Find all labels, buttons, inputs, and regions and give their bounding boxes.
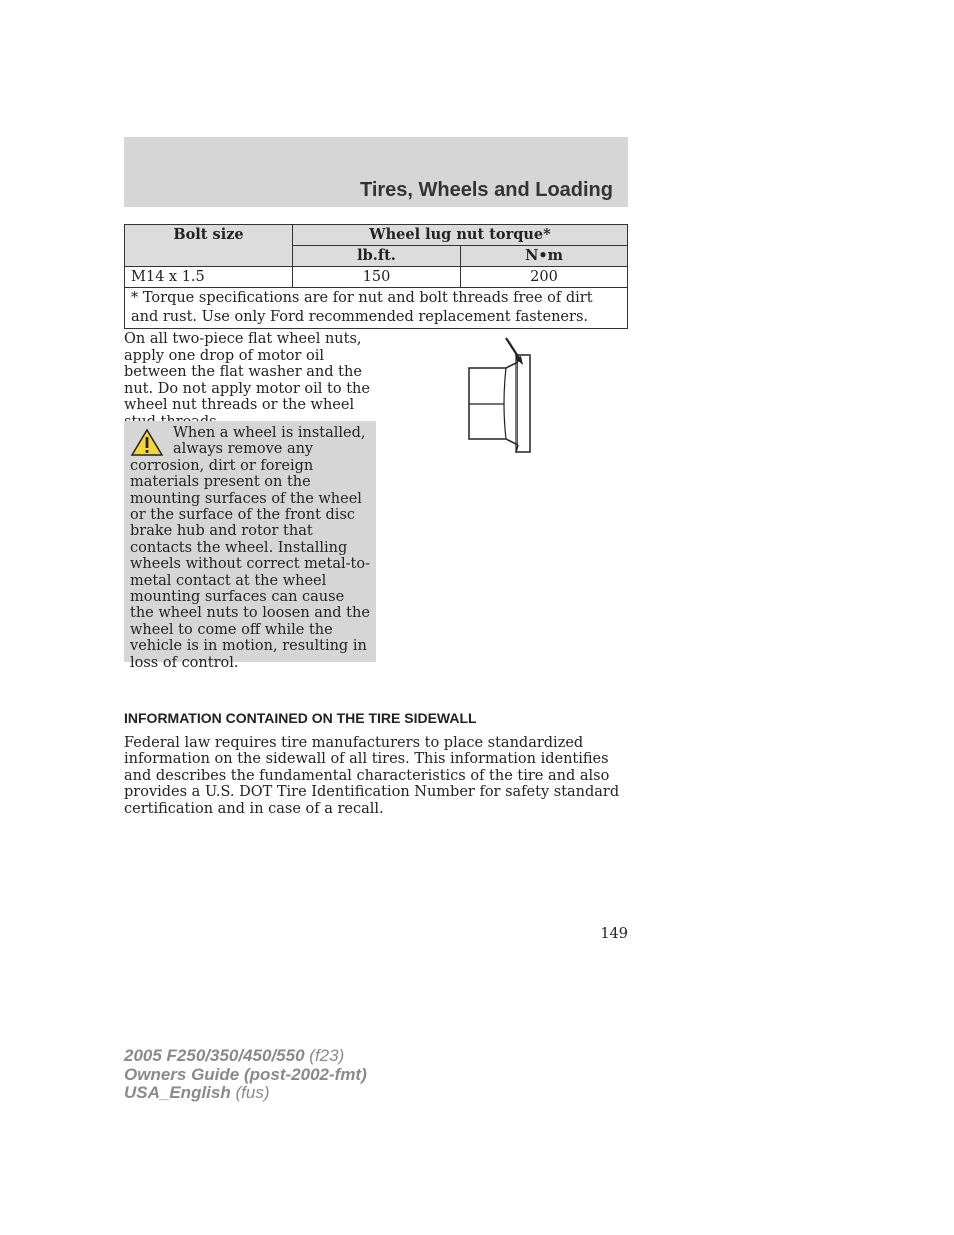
page-number: 149: [600, 926, 628, 942]
table-footnote-row: [125, 288, 628, 329]
footer-guide: Owners Guide (post-2002-fmt): [124, 1064, 367, 1084]
table-footnote: * Torque specifications are for nut and bolt threads free of dirt and rust. Use only Ford recommended replacement fasteners.: [125, 288, 628, 329]
table-row: [125, 267, 628, 288]
footer-model-code: (f23): [309, 1046, 345, 1065]
section-title: Tires, Wheels and Loading: [359, 179, 613, 201]
bolt-size-header: Bolt size: [125, 225, 293, 267]
table-header-row: [125, 225, 628, 246]
footer-language-code: (fus): [235, 1083, 270, 1102]
section-body: Federal law requires tire manufacturers to place standardized information on the sidewall of all tires. This information identifies and describes the fundamental characteristics of the tire and also provides a U.S. DOT Tire Identification Number for safety standard certification and in case of a recall.: [124, 735, 620, 817]
torque-header: Wheel lug nut torque*: [293, 225, 628, 246]
nm-cell: 200: [461, 267, 628, 288]
warning-text: When a wheel is installed, always remove any corrosion, dirt or foreign materials present on the mounting surfaces of the wheel or the surface of the front disc brake hub and rotor that contacts the wheel. Installing wheels without correct metal-to-metal contact at the wheel mounting surfaces can cause the wheel nuts to loosen and the wheel to come off while the vehicle is in motion, resulting in loss of control.: [130, 425, 370, 671]
lbft-header: lb.ft.: [293, 246, 461, 267]
nm-header: N•m: [461, 246, 628, 267]
lbft-cell: 150: [293, 267, 461, 288]
nut-oil-instructions: On all two-piece flat wheel nuts, apply one drop of motor oil between the flat washer and the nut. Do not apply motor oil to the wheel nut threads or the wheel: [124, 331, 370, 413]
footer-model: 2005 F250/350/450/550: [124, 1046, 305, 1065]
bolt-size-cell: M14 x 1.5: [125, 267, 293, 288]
footer-language: USA_English: [124, 1083, 231, 1102]
lug-nut-torque-table: [124, 224, 628, 329]
warning-box: [124, 421, 376, 671]
document-footer: [124, 1047, 367, 1103]
section-heading: INFORMATION CONTAINED ON THE TIRE SIDEWALL: [124, 710, 477, 726]
wheel-nut-diagram: [460, 334, 550, 454]
section-header-band: [124, 137, 628, 207]
